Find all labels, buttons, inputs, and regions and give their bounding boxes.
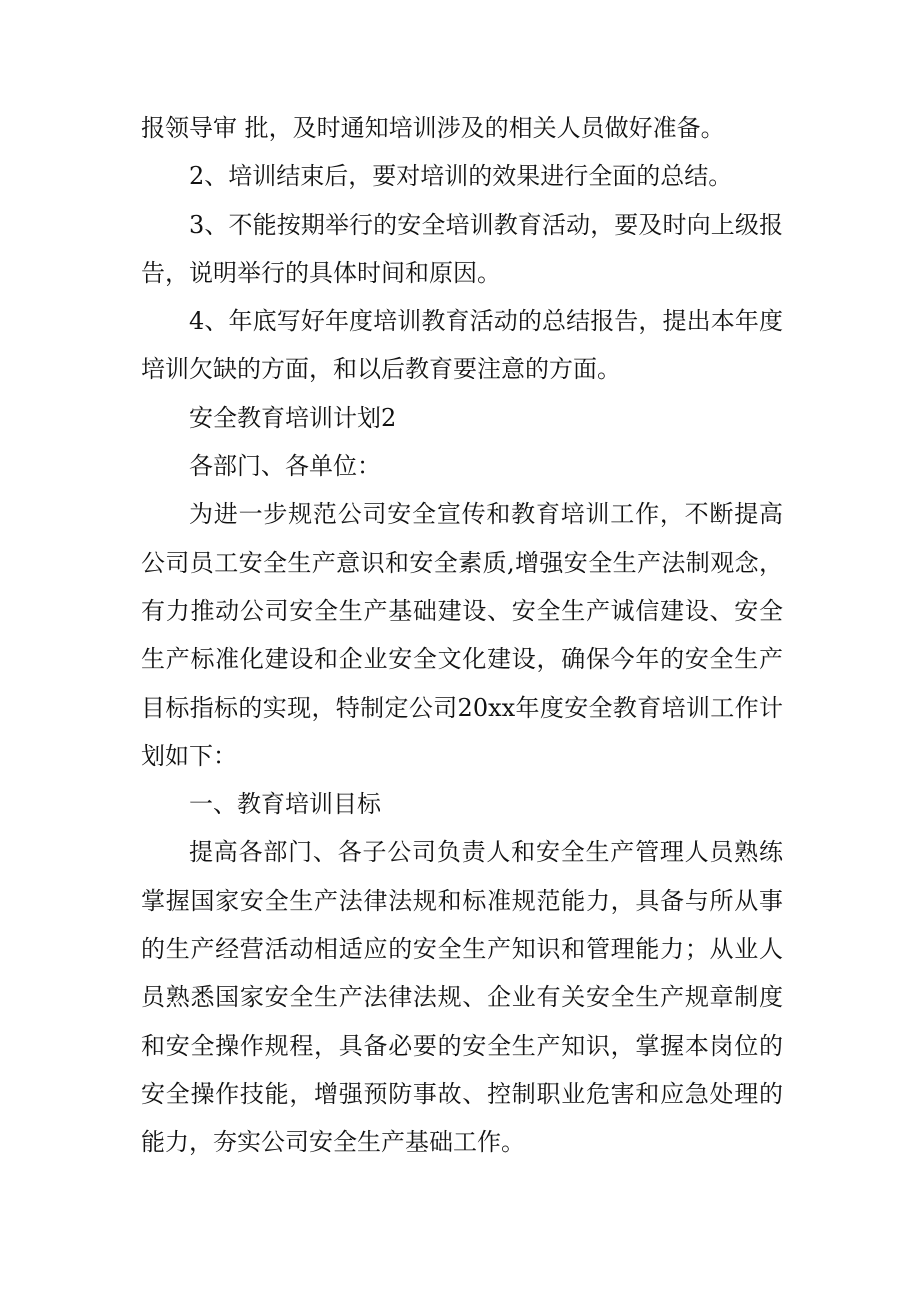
heading-training-goals: 一、教育培训目标 — [189, 790, 381, 819]
paragraph-item-2: 2、培训结束后，要对培训的效果进行全面的总结。 — [189, 162, 733, 191]
paragraph-item-3: 3、不能按期举行的安全培训教育活动，要及时向上级报告，说明举行的具体时间和原因。 — [141, 210, 783, 287]
section-title: 安全教育培训计划2 — [189, 403, 397, 432]
paragraph-item-4: 4、年底写好年度培训教育活动的总结报告，提出本年度培训欠缺的方面，和以后教育要注意的方面。 — [141, 307, 783, 384]
paragraph-continuation: 报领导审 批，及时通知培训涉及的相关人员做好准备。 — [141, 114, 725, 142]
paragraph-intro: 为进一步规范公司安全宣传和教育培训工作，不断提高公司员工安全生产意识和安全素质,增强安全生产法制观念，有力推动公司安全生产基础建设、安全生产诚信建设、安全生产标准化建设和企业安全文化建设，确保今年的安全生产目标指标的实现，特制定公司20xx年度安全教育培训工作计划如下： — [141, 500, 783, 770]
paragraph-training-goals: 提高各部门、各子公司负责人和安全生产管理人员熟练掌握国家安全生产法律法规和标准规范能力，具备与所从事的生产经营活动相适应的安全生产知识和管理能力；从业人员熟悉国家安全生产法律法规、企业有关安全生产规章制度和安全操作规程，具备必要的安全生产知识，掌握本岗位的安全操作技能，增强预防事故、控制职业危害和应急处理的能力，夯实公司安全生产基础工作。 — [141, 838, 783, 1157]
document-body — [141, 104, 783, 1167]
salutation: 各部门、各单位： — [189, 452, 381, 481]
